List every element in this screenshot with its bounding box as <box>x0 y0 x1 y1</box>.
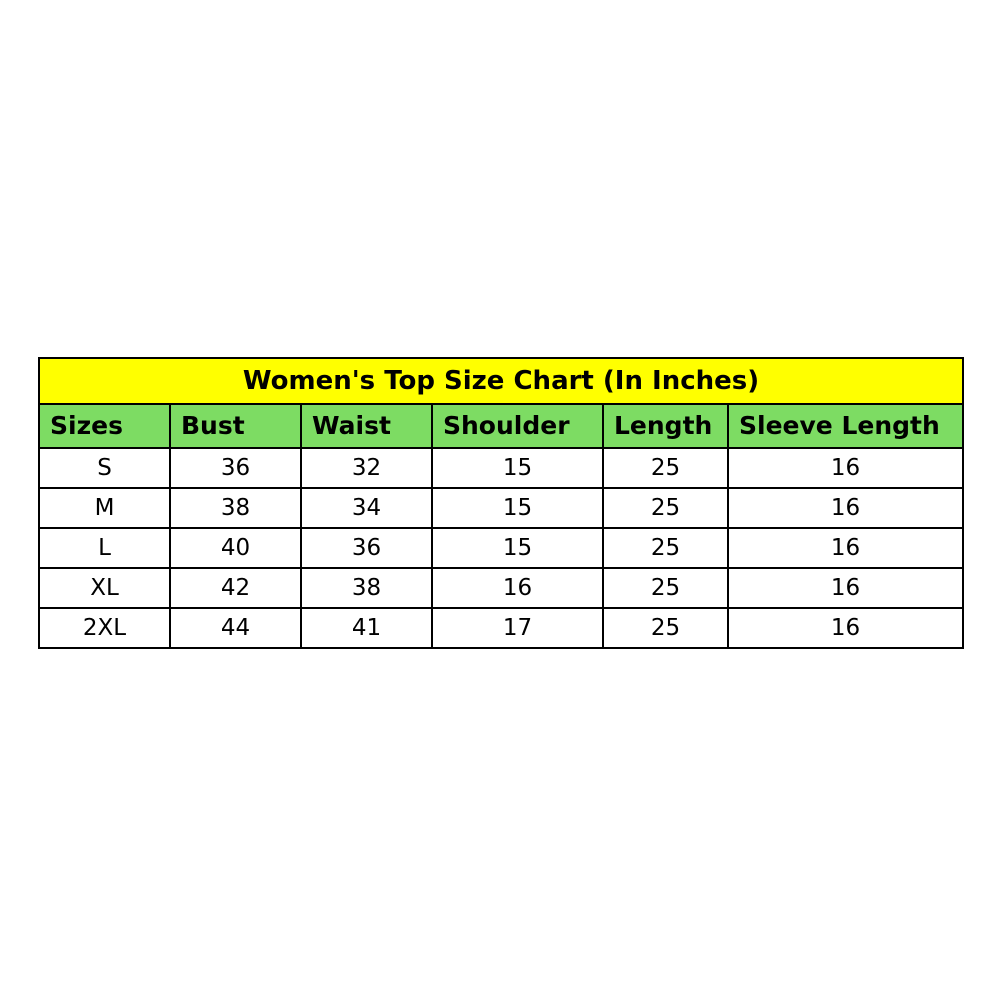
cell-bust: 42 <box>170 568 301 608</box>
cell-shoulder: 17 <box>432 608 603 648</box>
cell-shoulder: 15 <box>432 488 603 528</box>
cell-length: 25 <box>603 568 728 608</box>
table-row <box>39 488 963 528</box>
chart-title: Women's Top Size Chart (In Inches) <box>39 358 963 404</box>
cell-sleeve-length: 16 <box>728 568 963 608</box>
size-chart-container <box>38 357 962 649</box>
column-header-shoulder: Shoulder <box>432 404 603 448</box>
cell-bust: 38 <box>170 488 301 528</box>
cell-waist: 34 <box>301 488 432 528</box>
cell-bust: 36 <box>170 448 301 488</box>
cell-bust: 40 <box>170 528 301 568</box>
cell-length: 25 <box>603 608 728 648</box>
table-header-row <box>39 404 963 448</box>
cell-waist: 36 <box>301 528 432 568</box>
column-header-length: Length <box>603 404 728 448</box>
cell-waist: 38 <box>301 568 432 608</box>
cell-shoulder: 15 <box>432 448 603 488</box>
cell-size: XL <box>39 568 170 608</box>
column-header-sizes: Sizes <box>39 404 170 448</box>
table-row <box>39 448 963 488</box>
cell-sleeve-length: 16 <box>728 448 963 488</box>
cell-sleeve-length: 16 <box>728 488 963 528</box>
cell-sleeve-length: 16 <box>728 528 963 568</box>
column-header-waist: Waist <box>301 404 432 448</box>
cell-shoulder: 15 <box>432 528 603 568</box>
cell-shoulder: 16 <box>432 568 603 608</box>
column-header-sleeve-length: Sleeve Length <box>728 404 963 448</box>
cell-length: 25 <box>603 528 728 568</box>
table-row <box>39 608 963 648</box>
table-row <box>39 528 963 568</box>
cell-waist: 41 <box>301 608 432 648</box>
column-header-bust: Bust <box>170 404 301 448</box>
cell-sleeve-length: 16 <box>728 608 963 648</box>
size-chart-table <box>38 357 964 649</box>
cell-waist: 32 <box>301 448 432 488</box>
chart-title-row <box>39 358 963 404</box>
cell-length: 25 <box>603 448 728 488</box>
cell-bust: 44 <box>170 608 301 648</box>
cell-size: 2XL <box>39 608 170 648</box>
cell-size: S <box>39 448 170 488</box>
cell-size: M <box>39 488 170 528</box>
table-row <box>39 568 963 608</box>
cell-length: 25 <box>603 488 728 528</box>
cell-size: L <box>39 528 170 568</box>
